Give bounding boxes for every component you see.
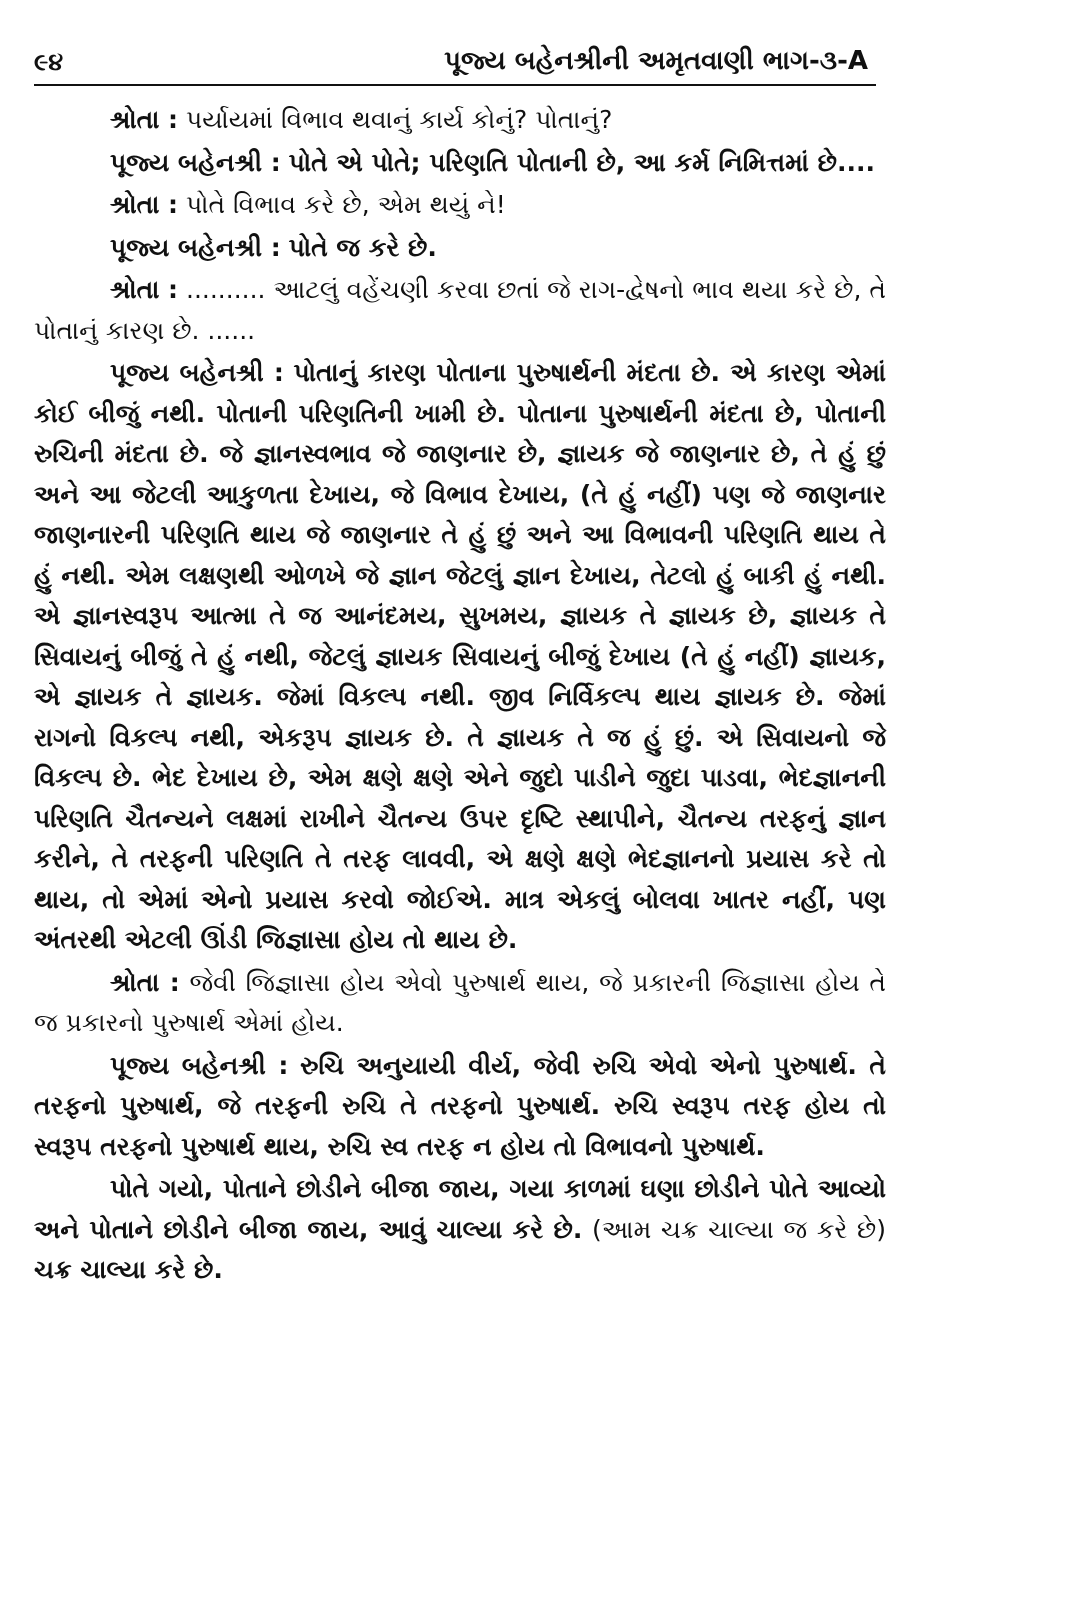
speaker-label: પૂજ્ય બહેનશ્રી :	[110, 1050, 289, 1080]
paragraph-bahenshri-answer	[34, 1046, 886, 1168]
running-title: પૂજ્ય બહેનશ્રીની અમૃતવાણી ભાગ-૩-A	[444, 46, 868, 76]
speaker-label: શ્રોતા :	[110, 967, 180, 997]
speaker-label: પૂજ્ય બહેનશ્રી :	[110, 232, 281, 262]
paragraph-aside: (આમ ચક્ર ચાલ્યા જ કરે છે)	[592, 1214, 886, 1244]
paragraph-listener-question	[34, 270, 886, 351]
paragraph-text: પોતે ગયો, પોતાને છોડીને બીજા જાય, ગયા કાળમાં ઘણા છોડીને પોતે આવ્યો અને પોતાને છોડીને બીજા જાય, આવું ચાલ્યા કરે છે.	[34, 1174, 886, 1244]
paragraph-text: પોતે જ કરે છે.	[288, 232, 437, 262]
paragraph-listener-question	[34, 963, 886, 1044]
speaker-label: પૂજ્ય બહેનશ્રી :	[110, 147, 281, 177]
page-header	[34, 38, 876, 86]
speaker-label: પૂજ્ય બહેનશ્રી :	[110, 358, 284, 387]
paragraph-listener-question	[34, 100, 886, 141]
paragraph-text: પોતે વિભાવ કરે છે, એમ થયું ને!	[185, 190, 506, 219]
speaker-label: શ્રોતા :	[110, 105, 179, 134]
paragraph-text: પોતાનું કારણ પોતાના પુરુષાર્થની મંદતા છે. એ કારણ એમાં કોઈ બીજું નથી. પોતાની પરિણતિની ખામી છે. પોતાના પુરુષાર્થની મંદતા છે, પોતાની રુચિની મંદતા છે. જે જ્ઞાનસ્વભાવ જે જાણનાર છે, જ્ઞાયક જે જાણનાર છે, તે હું છું અને આ જેટલી આકુળતા દેખાય, જે વિભાવ દેખાય, (તે હું નહીં) પણ જે જાણનાર જાણનારની પરિણતિ થાય જે જાણનાર તે હું છું અને આ વિભાવની પરિણતિ થાય તે હું નથી. એમ લક્ષણથી ઓળખે જે જ્ઞાન જેટલું જ્ઞાન દેખાય, તેટલો હું બાકી હું નથી. એ જ્ઞાનસ્વરૂપ આત્મા તે જ આનંદમય, સુખમય, જ્ઞાયક તે જ્ઞાયક છે, જ્ઞાયક તે સિવાયનું બીજું તે હું નથી, જેટલું જ્ઞાયક સિવાયનું બીજું દેખાય (તે હું નહીં) જ્ઞાયક, એ જ્ઞાયક તે જ્ઞાયક. જેમાં વિકલ્પ નથી. જીવ નિર્વિકલ્પ થાય જ્ઞાયક છે. જેમાં રાગનો વિકલ્પ નથી, એકરૂપ જ્ઞાયક છે. તે જ્ઞાયક તે જ હું છું. એ સિવાયનો જે વિકલ્પ છે. ભેદ દેખાય છે, એમ ક્ષણે ક્ષણે એને જુદો પાડીને જુદા પાડવા, ભેદજ્ઞાનની પરિણતિ ચૈતન્યને લક્ષમાં રાખીને ચૈતન્ય ઉપર દૃષ્ટિ સ્થાપીને, ચૈતન્ય તરફનું જ્ઞાન કરીને, તે તરફની પરિણતિ તે તરફ લાવવી, એ ક્ષણે ક્ષણે ભેદજ્ઞાનનો પ્રયાસ કરે તો થાય, તો એમાં એનો પ્રયાસ કરવો જોઈએ. માત્ર એકલું બોલવા ખાતર નહીં, પણ અંતરથી એટલી ઊંડી જિજ્ઞાસા હોય તો થાય છે.	[34, 358, 886, 954]
paragraph-bahenshri-answer	[34, 228, 886, 269]
paragraph-bahenshri-answer	[34, 353, 886, 961]
paragraph-continuation	[34, 1169, 886, 1291]
page-number: ૯૪	[34, 48, 64, 76]
paragraph-text: રુચિ અનુયાયી વીર્ય, જેવી રુચિ એવો એનો પુરુષાર્થ. તે તરફનો પુરુષાર્થ, જે તરફની રુચિ તે તરફનો પુરુષાર્થ. રુચિ સ્વરૂપ તરફ હોય તો સ્વરૂપ તરફનો પુરુષાર્થ થાય, રુચિ સ્વ તરફ ન હોય તો વિભાવનો પુરુષાર્થ.	[34, 1050, 886, 1161]
paragraph-text: .......... આટલું વહેંચણી કરવા છતાં જે રાગ-દ્વેષનો ભાવ થયા કરે છે, તે પોતાનું કારણ છે. ......	[34, 275, 886, 345]
paragraph-tail: ચક્ર ચાલ્યા કરે છે.	[34, 1255, 223, 1284]
speaker-label: શ્રોતા :	[110, 190, 179, 219]
paragraph-text: પર્યાયમાં વિભાવ થવાનું કાર્ય કોનું? પોતાનું?	[185, 105, 613, 134]
paragraph-bahenshri-answer	[34, 143, 886, 184]
speaker-label: શ્રોતા :	[110, 275, 179, 304]
paragraph-text: પોતે એ પોતે; પરિણતિ પોતાની છે, આ કર્મ નિમિત્તમાં છે....	[288, 147, 875, 177]
paragraph-text: જેવી જિજ્ઞાસા હોય એવો પુરુષાર્થ થાય, જે પ્રકારની જિજ્ઞાસા હોય તે જ પ્રકારનો પુરુષાર્થ એમાં હોય.	[34, 967, 886, 1037]
page-body	[34, 100, 886, 1291]
paragraph-listener-question	[34, 185, 886, 226]
